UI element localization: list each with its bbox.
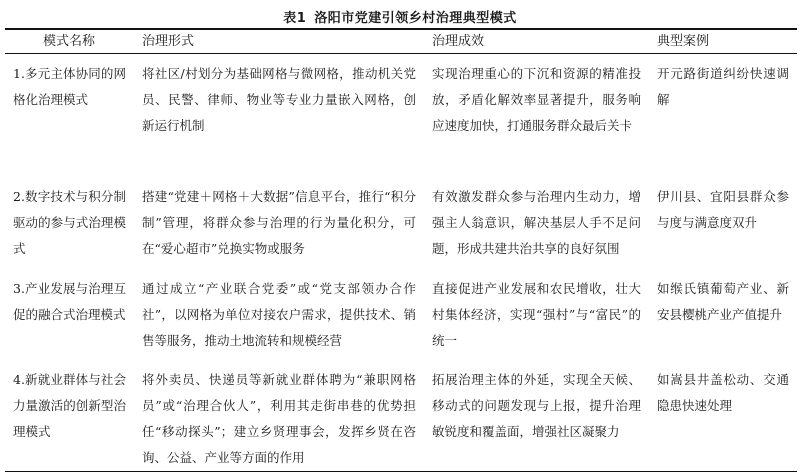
table-row xyxy=(5,269,797,360)
typical-case-cell: 如缑氏镇葡萄产业、新安县樱桃产业产值提升 xyxy=(657,281,789,322)
governance-form-cell: 将社区/村划分为基础网格与微网格，推动机关党员、民警、律师、物业等专业力量嵌入网格，创新运行机制 xyxy=(142,66,416,133)
typical-case-cell: 开元路街道纠纷快速调解 xyxy=(657,66,789,107)
model-name-cell: 2.数字技术与积分制驱动的参与式治理模式 xyxy=(13,189,126,256)
model-name-cell: 1.多元主体协同的网格化治理模式 xyxy=(13,66,126,107)
table-row xyxy=(5,177,797,269)
governance-form-cell: 搭建“党建＋网格＋大数据”信息平台，推行“积分制”管理，将群众参与治理的行为量化积分，可在“爱心超市”兑换实物或服务 xyxy=(142,189,416,256)
typical-case-cell: 伊川县、宜阳县群众参与度与满意度双升 xyxy=(657,189,789,230)
model-name-cell: 4.新就业群体与社会力量激活的创新型治理模式 xyxy=(5,360,134,472)
governance-effect-cell: 有效激发群众参与治理内生动力，增强主人翁意识，解决基层人手不足问题，形成共建共治共享的良好氛围 xyxy=(432,189,641,256)
table-title: 洛阳市党建引领乡村治理典型模式 xyxy=(314,11,517,26)
header-model-name: 模式名称 xyxy=(5,29,134,54)
header-typical-case: 典型案例 xyxy=(649,29,797,54)
governance-effect-cell: 直接促进产业发展和农民增收，壮大村集体经济，实现“强村”与“富民”的统一 xyxy=(432,281,641,348)
governance-effect-cell: 拓展治理主体的外延，实现全天候、移动式的问题发现与上报，提升治理敏锐度和覆盖面，增强社区凝聚力 xyxy=(424,360,649,472)
header-governance-form: 治理形式 xyxy=(134,29,424,54)
header-row xyxy=(5,29,797,54)
table-row xyxy=(5,54,797,178)
governance-models-table xyxy=(5,28,797,472)
header-governance-effect: 治理成效 xyxy=(424,29,649,54)
table-caption xyxy=(0,7,800,26)
governance-effect-cell: 实现治理重心的下沉和资源的精准投放，矛盾化解效率显著提升，服务响应速度加快，打通服务群众最后关卡 xyxy=(432,66,641,133)
governance-form-cell: 将外卖员、快递员等新就业群体聘为“兼职网格员”或“治理合伙人”，利用其走街串巷的优势担任“移动探头”；建立乡贤理事会，发挥乡贤在咨询、公益、产业等方面的作用 xyxy=(134,360,424,472)
typical-case-cell: 如嵩县井盖松动、交通隐患快速处理 xyxy=(649,360,797,472)
table-row xyxy=(5,360,797,472)
model-name-cell: 3.产业发展与治理互促的融合式治理模式 xyxy=(13,281,126,322)
governance-form-cell: 通过成立“产业联合党委”或“党支部领办合作社”，以网格为单位对接农户需求，提供技术、销售等服务，推动土地流转和规模经营 xyxy=(142,281,416,348)
table-number: 表1 xyxy=(283,11,307,26)
